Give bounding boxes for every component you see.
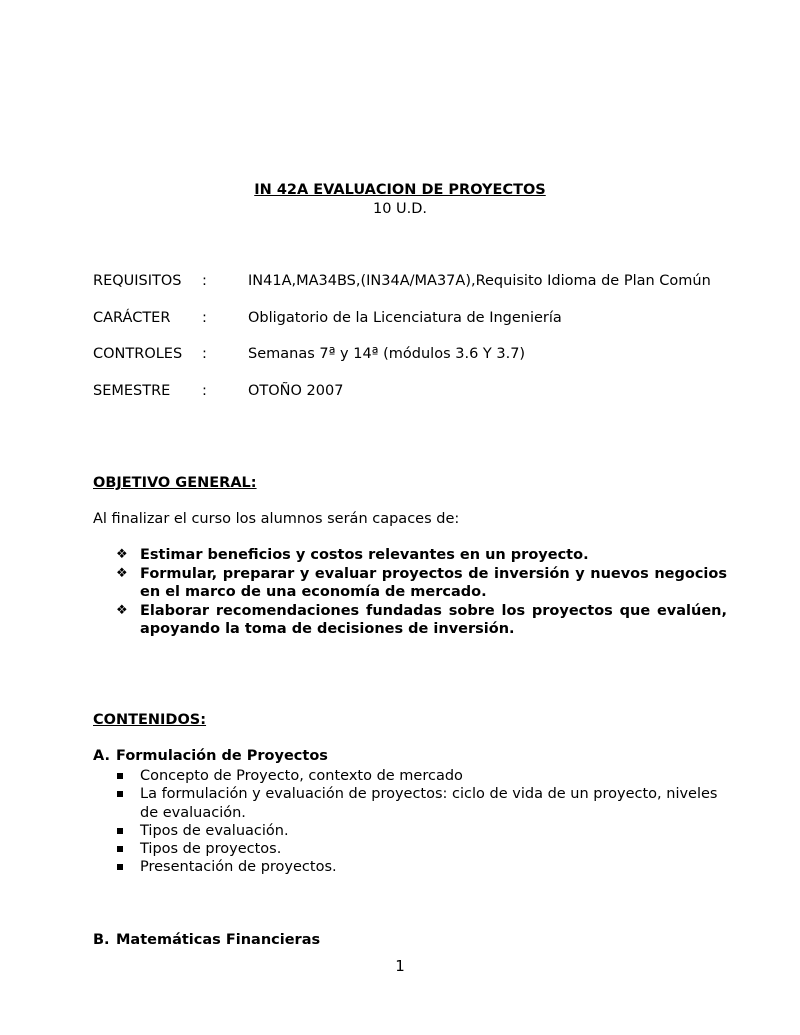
section-title-text: Matemáticas Financieras — [116, 932, 321, 948]
info-colon: : — [202, 346, 207, 362]
title-block — [0, 181, 800, 219]
info-value: Semanas 7ª y 14ª (módulos 3.6 Y 3.7) — [248, 346, 526, 362]
square-bullet-icon — [117, 828, 123, 834]
info-row-caracter — [93, 310, 733, 330]
info-label: CARÁCTER — [93, 310, 171, 326]
section-item-text: La formulación y evaluación de proyectos: ciclo de vida de un proyecto, niveles de evaluación. — [140, 786, 718, 821]
contenidos-heading: CONTENIDOS: — [93, 712, 207, 728]
list-item — [116, 767, 726, 785]
objetivo-item-text: Estimar beneficios y costos relevantes en un proyecto. — [140, 547, 589, 563]
page-number: 1 — [395, 957, 405, 975]
diamond-bullet-icon: ❖ — [116, 602, 128, 618]
objetivo-item-text: Formular, preparar y evaluar proyectos de inversión y nuevos negocios en el marco de una economía de mercado. — [140, 565, 727, 600]
info-row-semestre — [93, 383, 733, 403]
info-label: CONTROLES — [93, 346, 183, 362]
list-item — [116, 822, 726, 840]
section-item-text: Concepto de Proyecto, contexto de mercado — [140, 768, 463, 784]
section-title-text: Formulación de Proyectos — [116, 748, 328, 764]
section-item-text: Tipos de evaluación. — [140, 822, 289, 839]
diamond-bullet-icon: ❖ — [116, 547, 128, 562]
list-item — [116, 840, 726, 858]
info-row-requisitos — [93, 273, 733, 293]
square-bullet-icon — [117, 773, 123, 779]
diamond-bullet-icon: ❖ — [116, 565, 128, 581]
section-letter: A. — [93, 748, 110, 764]
info-value: IN41A,MA34BS,(IN34A/MA37A),Requisito Idioma de Plan Común — [248, 273, 711, 289]
info-colon: : — [202, 383, 207, 399]
square-bullet-icon — [117, 864, 123, 870]
section-item-text: Presentación de proyectos. — [140, 859, 337, 876]
info-colon: : — [202, 310, 207, 326]
info-label: REQUISITOS — [93, 273, 182, 289]
list-item — [116, 565, 727, 602]
section-item-text: Tipos de proyectos. — [140, 841, 282, 858]
objetivo-intro: Al finalizar el curso los alumnos serán capaces de: — [93, 511, 460, 527]
course-units: 10 U.D. — [372, 201, 428, 217]
info-label: SEMESTRE — [93, 383, 171, 399]
section-b-title — [93, 932, 320, 948]
objetivo-list — [116, 546, 727, 639]
info-colon: : — [202, 273, 207, 289]
square-bullet-icon — [117, 791, 123, 797]
objetivo-heading: OBJETIVO GENERAL: — [93, 475, 257, 491]
section-a-list — [116, 767, 726, 877]
info-row-controles — [93, 346, 733, 366]
course-title: IN 42A EVALUACION DE PROYECTOS — [254, 182, 546, 198]
info-value: Obligatorio de la Licenciatura de Ingeniería — [248, 310, 562, 326]
objetivo-item-text: Elaborar recomendaciones fundadas sobre los proyectos que evalúen, apoyando la toma de decisiones de inversión. — [140, 602, 727, 637]
section-a-title — [93, 748, 328, 764]
section-letter: B. — [93, 932, 110, 948]
list-item — [116, 602, 727, 639]
list-item — [116, 858, 726, 876]
list-item — [116, 546, 727, 565]
info-value: OTOÑO 2007 — [248, 383, 344, 399]
square-bullet-icon — [117, 846, 123, 852]
list-item — [116, 785, 726, 822]
